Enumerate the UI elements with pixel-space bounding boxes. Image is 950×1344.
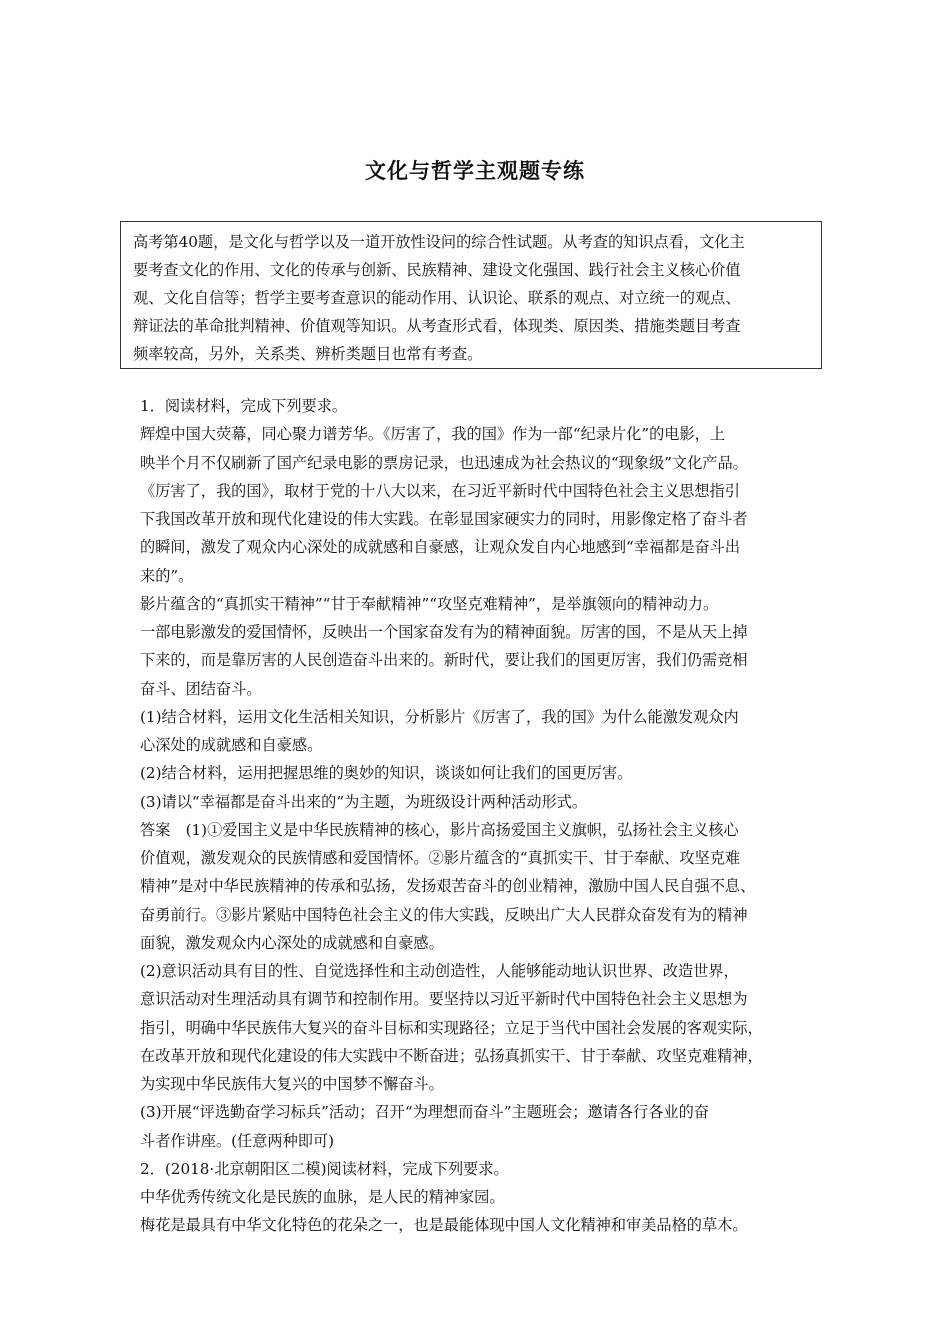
question-1-heading: 1．阅读材料，完成下列要求。 (140, 397, 348, 415)
answer-line: 答案 (1)①爱国主义是中华民族精神的核心，影片高扬爱国主义旗帜，弘扬社会主义核心 (140, 820, 739, 839)
material-line: 来的”。 (140, 566, 194, 585)
answer-line: (3)开展“评选勤奋学习标兵”活动；召开“为理想而奋斗”主题班会；邀请各行各业的奋 (140, 1103, 709, 1122)
answer-line: (2)意识活动具有目的性、自觉选择性和主动创造性，人能够能动地认识世界、改造世界， (140, 962, 739, 980)
answer-line: 面貌，激发观众内心深处的成就感和自豪感。 (140, 933, 444, 952)
answer-line: 为实现中华民族伟大复兴的中国梦不懈奋斗。 (140, 1075, 444, 1093)
page-title: 文化与哲学主观题专练 (365, 159, 585, 183)
answer-line: 意识活动对生理活动具有调节和控制作用。要坚持以习近平新时代中国特色社会主义思想为 (140, 990, 748, 1009)
material-line: 映半个月不仅刷新了国产纪录电影的票房记录，也迅速成为社会热议的“现象级”文化产品。 (140, 453, 748, 472)
document-body (140, 392, 830, 1240)
question-2-heading: 2．(2018·北京朝阳区二模)阅读材料，完成下列要求。 (140, 1159, 509, 1178)
intro-box (120, 221, 822, 369)
question-part-line: 心深处的成就感和自豪感。 (140, 736, 323, 754)
question-part-line: (3)请以“幸福都是奋斗出来的”为主题，为班级设计两种活动形式。 (140, 792, 588, 811)
answer-line: 价值观，激发观众的民族情感和爱国情怀。②影片蕴含的“真抓实干、甘于奉献、攻坚克难 (140, 849, 741, 867)
material-line: 中华优秀传统文化是民族的血脉，是人民的精神家园。 (140, 1188, 505, 1206)
answer-line: 指引，明确中华民族伟大复兴的奋斗目标和实现路径；立足于当代中国社会发展的客观实际， (140, 1018, 763, 1037)
intro-line: 高考第40题，是文化与哲学以及一道开放性设问的综合性试题。从考查的知识点看，文化主 (133, 233, 745, 251)
material-line: 的瞬间，激发了观众内心深处的成就感和自豪感，让观众发自内心地感到“幸福都是奋斗出 (140, 538, 741, 557)
question-part-line: (1)结合材料，运用文化生活相关知识，分析影片《厉害了，我的国》为什么能激发观众内 (140, 707, 739, 726)
intro-line: 要考查文化的作用、文化的传承与创新、民族精神、建设文化强国、践行社会主义核心价值 (133, 261, 741, 279)
material-line: 奋斗、团结奋斗。 (140, 679, 262, 698)
question-part-line: (2)结合材料，运用把握思维的奥妙的知识，谈谈如何让我们的国更厉害。 (140, 764, 633, 783)
material-line: 《厉害了，我的国》，取材于党的十八大以来，在习近平新时代中国特色社会主义思想指引 (140, 481, 740, 500)
intro-line: 频率较高，另外，关系类、辨析类题目也常有考查。 (133, 345, 483, 363)
answer-line: 奋勇前行。③影片紧贴中国特色社会主义的伟大实践，反映出广大人民群众奋发有为的精神 (140, 905, 748, 924)
answer-line: 精神”是对中华民族精神的传承和弘扬，发扬艰苦奋斗的创业精神，激励中国人民自强不息、 (140, 877, 756, 896)
material-line: 梅花是最具有中华文化特色的花朵之一，也是最能体现中国人文化精神和审美品格的草木。 (140, 1216, 748, 1235)
intro-line: 观、文化自信等；哲学主要考查意识的能动作用、认识论、联系的观点、对立统一的观点、 (133, 289, 741, 307)
material-line: 下来的，而是靠厉害的人民创造奋斗出来的。新时代，要让我们的国更厉害，我们仍需竞相 (140, 651, 748, 670)
material-line: 下我国改革开放和现代化建设的伟大实践。在彰显国家硬实力的同时，用影像定格了奋斗者 (140, 510, 748, 528)
material-line: 影片蕴含的“真抓实干精神”“甘于奉献精神”“攻坚克难精神”，是举旗领向的精神动力。 (140, 594, 719, 613)
material-line: 辉煌中国大荧幕，同心聚力谱芳华。《厉害了，我的国》作为一部“纪录片化”的电影，上 (140, 425, 726, 444)
answer-line: 斗者作讲座。(任意两种即可) (140, 1131, 335, 1150)
intro-line: 辩证法的革命批判精神、价值观等知识。从考查形式看，体现类、原因类、措施类题目考查 (133, 317, 741, 335)
answer-line: 在改革开放和现代化建设的伟大实践中不断奋进；弘扬真抓实干、甘于奉献、攻坚克难精神， (140, 1046, 763, 1065)
material-line: 一部电影激发的爱国情怀，反映出一个国家奋发有为的精神面貌。厉害的国，不是从天上掉 (140, 623, 748, 641)
